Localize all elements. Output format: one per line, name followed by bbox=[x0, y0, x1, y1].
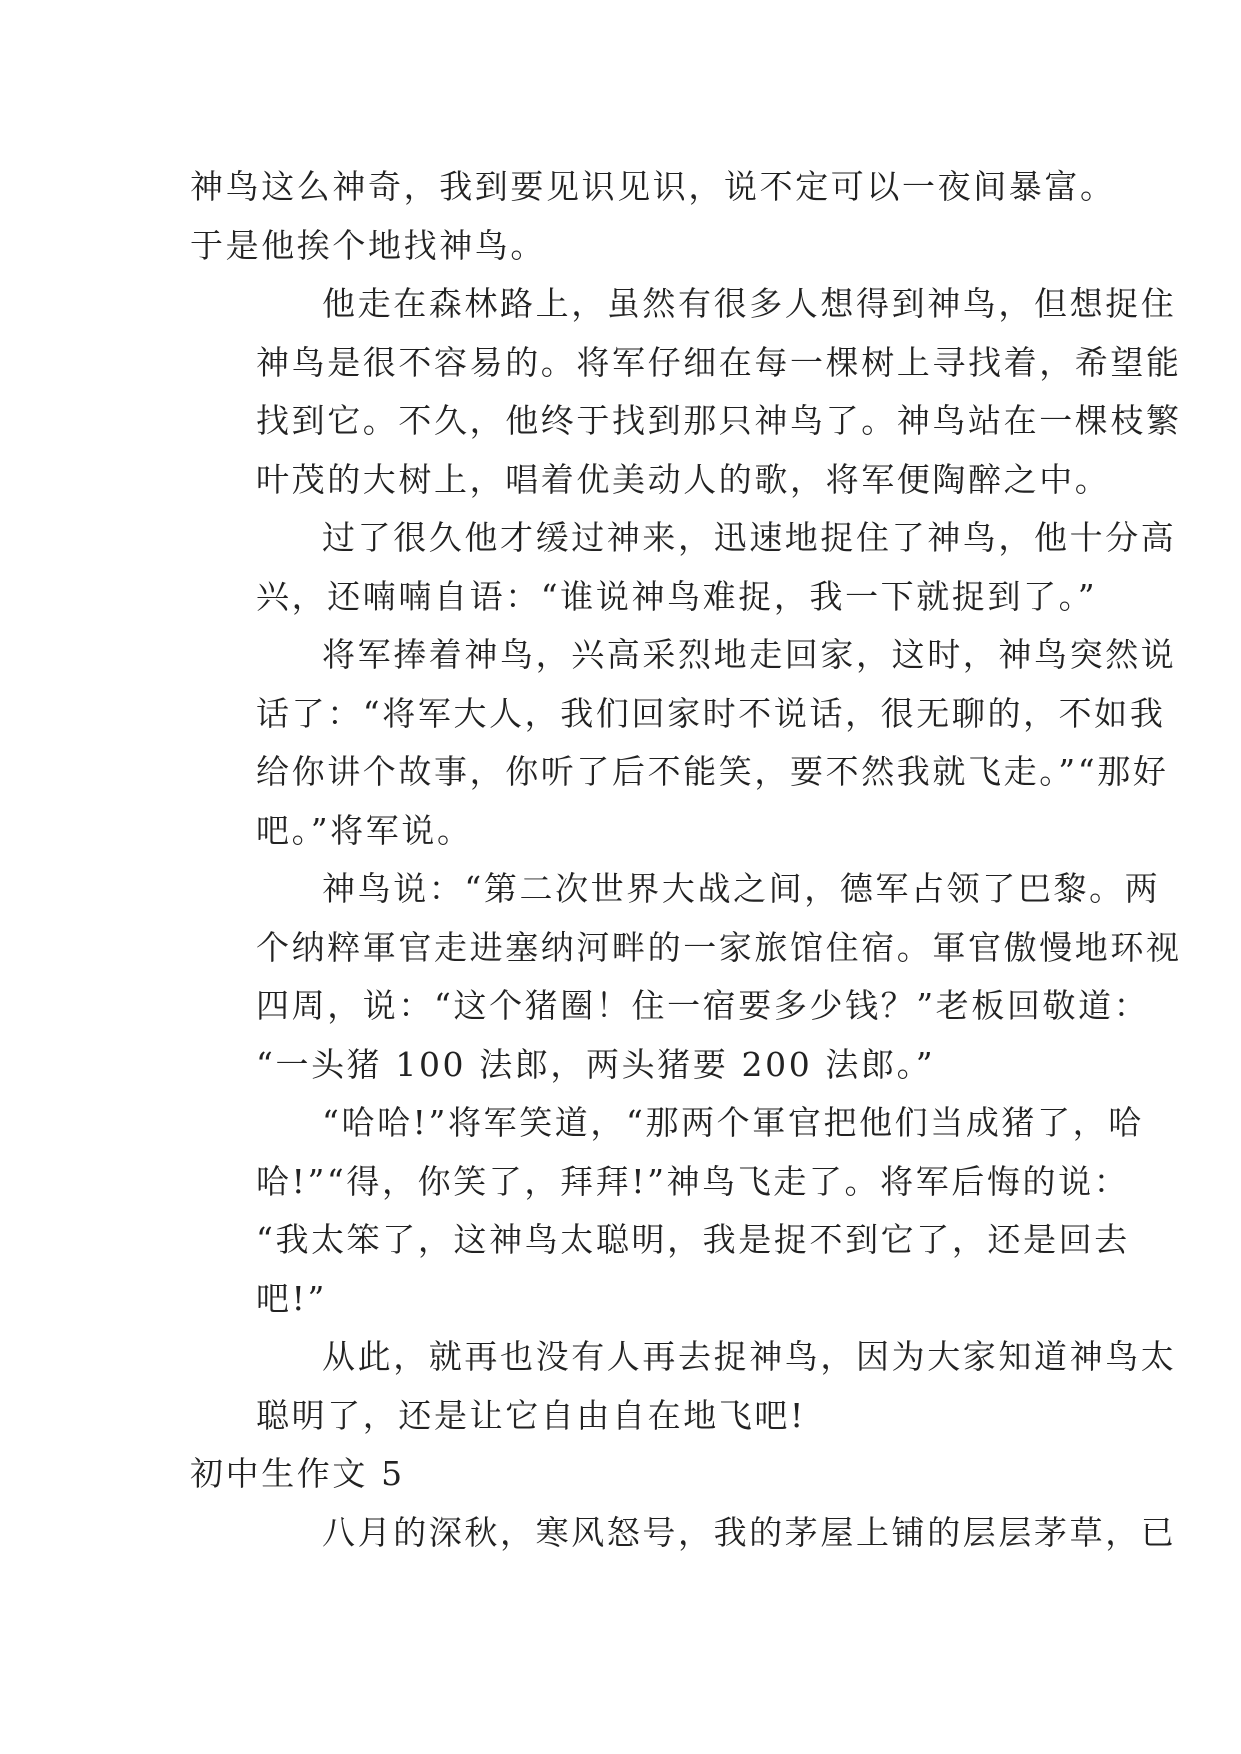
paragraph-line: 叶茂的大树上，唱着优美动人的歌，将军便陶醉之中。 bbox=[256, 459, 1111, 499]
paragraph-line: 哈!”“得，你笑了，拜拜!”神鸟飞走了。将军后悔的说： bbox=[256, 1161, 1130, 1201]
paragraph-line: 于是他挨个地找神鸟。 bbox=[190, 225, 546, 265]
paragraph-line: 话了：“将军大人，我们回家时不说话，很无聊的，不如我 bbox=[256, 693, 1166, 733]
paragraph-3 bbox=[190, 509, 1177, 626]
paragraph-1 bbox=[190, 158, 1116, 275]
paragraph-line: 神鸟这么神奇，我到要见识见识，说不定可以一夜间暴富。 bbox=[190, 167, 1116, 206]
paragraph-line: 找到它。不久，他终于找到那只神鸟了。神鸟站在一棵枝繁 bbox=[256, 401, 1182, 440]
paragraph-line: 个纳粹軍官走进塞纳河畔的一家旅馆住宿。軍官傲慢地环视 bbox=[256, 927, 1182, 967]
paragraph-2 bbox=[190, 275, 1182, 509]
paragraph-line: 聪明了，还是让它自由自在地飞吧! bbox=[256, 1395, 806, 1435]
paragraph-line: 将军捧着神鸟，兴高采烈地走回家，这时，神鸟突然说 bbox=[322, 635, 1177, 674]
paragraph-line: 过了很久他才缓过神来，迅速地捉住了神鸟，他十分高 bbox=[322, 518, 1177, 557]
paragraph-line: 吧。”将军说。 bbox=[256, 810, 473, 850]
paragraph-line: “我太笨了，这神鸟太聪明，我是捉不到它了，还是回去 bbox=[256, 1220, 1130, 1259]
paragraph-line: 给你讲个故事，你听了后不能笑，要不然我就飞走。”“那好 bbox=[256, 752, 1169, 791]
paragraph-line: 神鸟说：“第二次世界大战之间，德军占领了巴黎。两 bbox=[322, 869, 1161, 908]
document-body bbox=[190, 158, 1182, 1562]
paragraph-8 bbox=[190, 1504, 1177, 1563]
paragraph-line: 他走在森林路上，虽然有很多人想得到神鸟，但想捉住 bbox=[322, 284, 1177, 323]
paragraph-line: 八月的深秋，寒风怒号，我的茅屋上铺的层层茅草，已 bbox=[322, 1512, 1177, 1552]
paragraph-line: 吧!” bbox=[256, 1278, 327, 1318]
paragraph-line: 从此，就再也没有人再去捉神鸟，因为大家知道神鸟太 bbox=[322, 1337, 1177, 1376]
paragraph-7 bbox=[190, 1328, 1177, 1445]
paragraph-line: “哈哈!”将军笑道，“那两个軍官把他们当成猪了，哈 bbox=[322, 1103, 1144, 1142]
section-heading-text: 初中生作文 5 bbox=[190, 1454, 405, 1493]
paragraph-6 bbox=[190, 1094, 1144, 1328]
paragraph-line: 神鸟是很不容易的。将军仔细在每一棵树上寻找着，希望能 bbox=[256, 342, 1182, 382]
paragraph-line: 兴，还喃喃自语：“谁说神鸟难捉，我一下就捉到了。” bbox=[256, 576, 1098, 616]
paragraph-5 bbox=[190, 860, 1182, 1094]
section-heading bbox=[190, 1445, 1052, 1504]
paragraph-line: 四周，说：“这个猪圈！住一宿要多少钱？”老板回敬道： bbox=[256, 986, 1150, 1025]
paragraph-line: “一头猪 100 法郎，两头猪要 200 法郎。” bbox=[256, 1044, 936, 1084]
paragraph-4 bbox=[190, 626, 1177, 860]
